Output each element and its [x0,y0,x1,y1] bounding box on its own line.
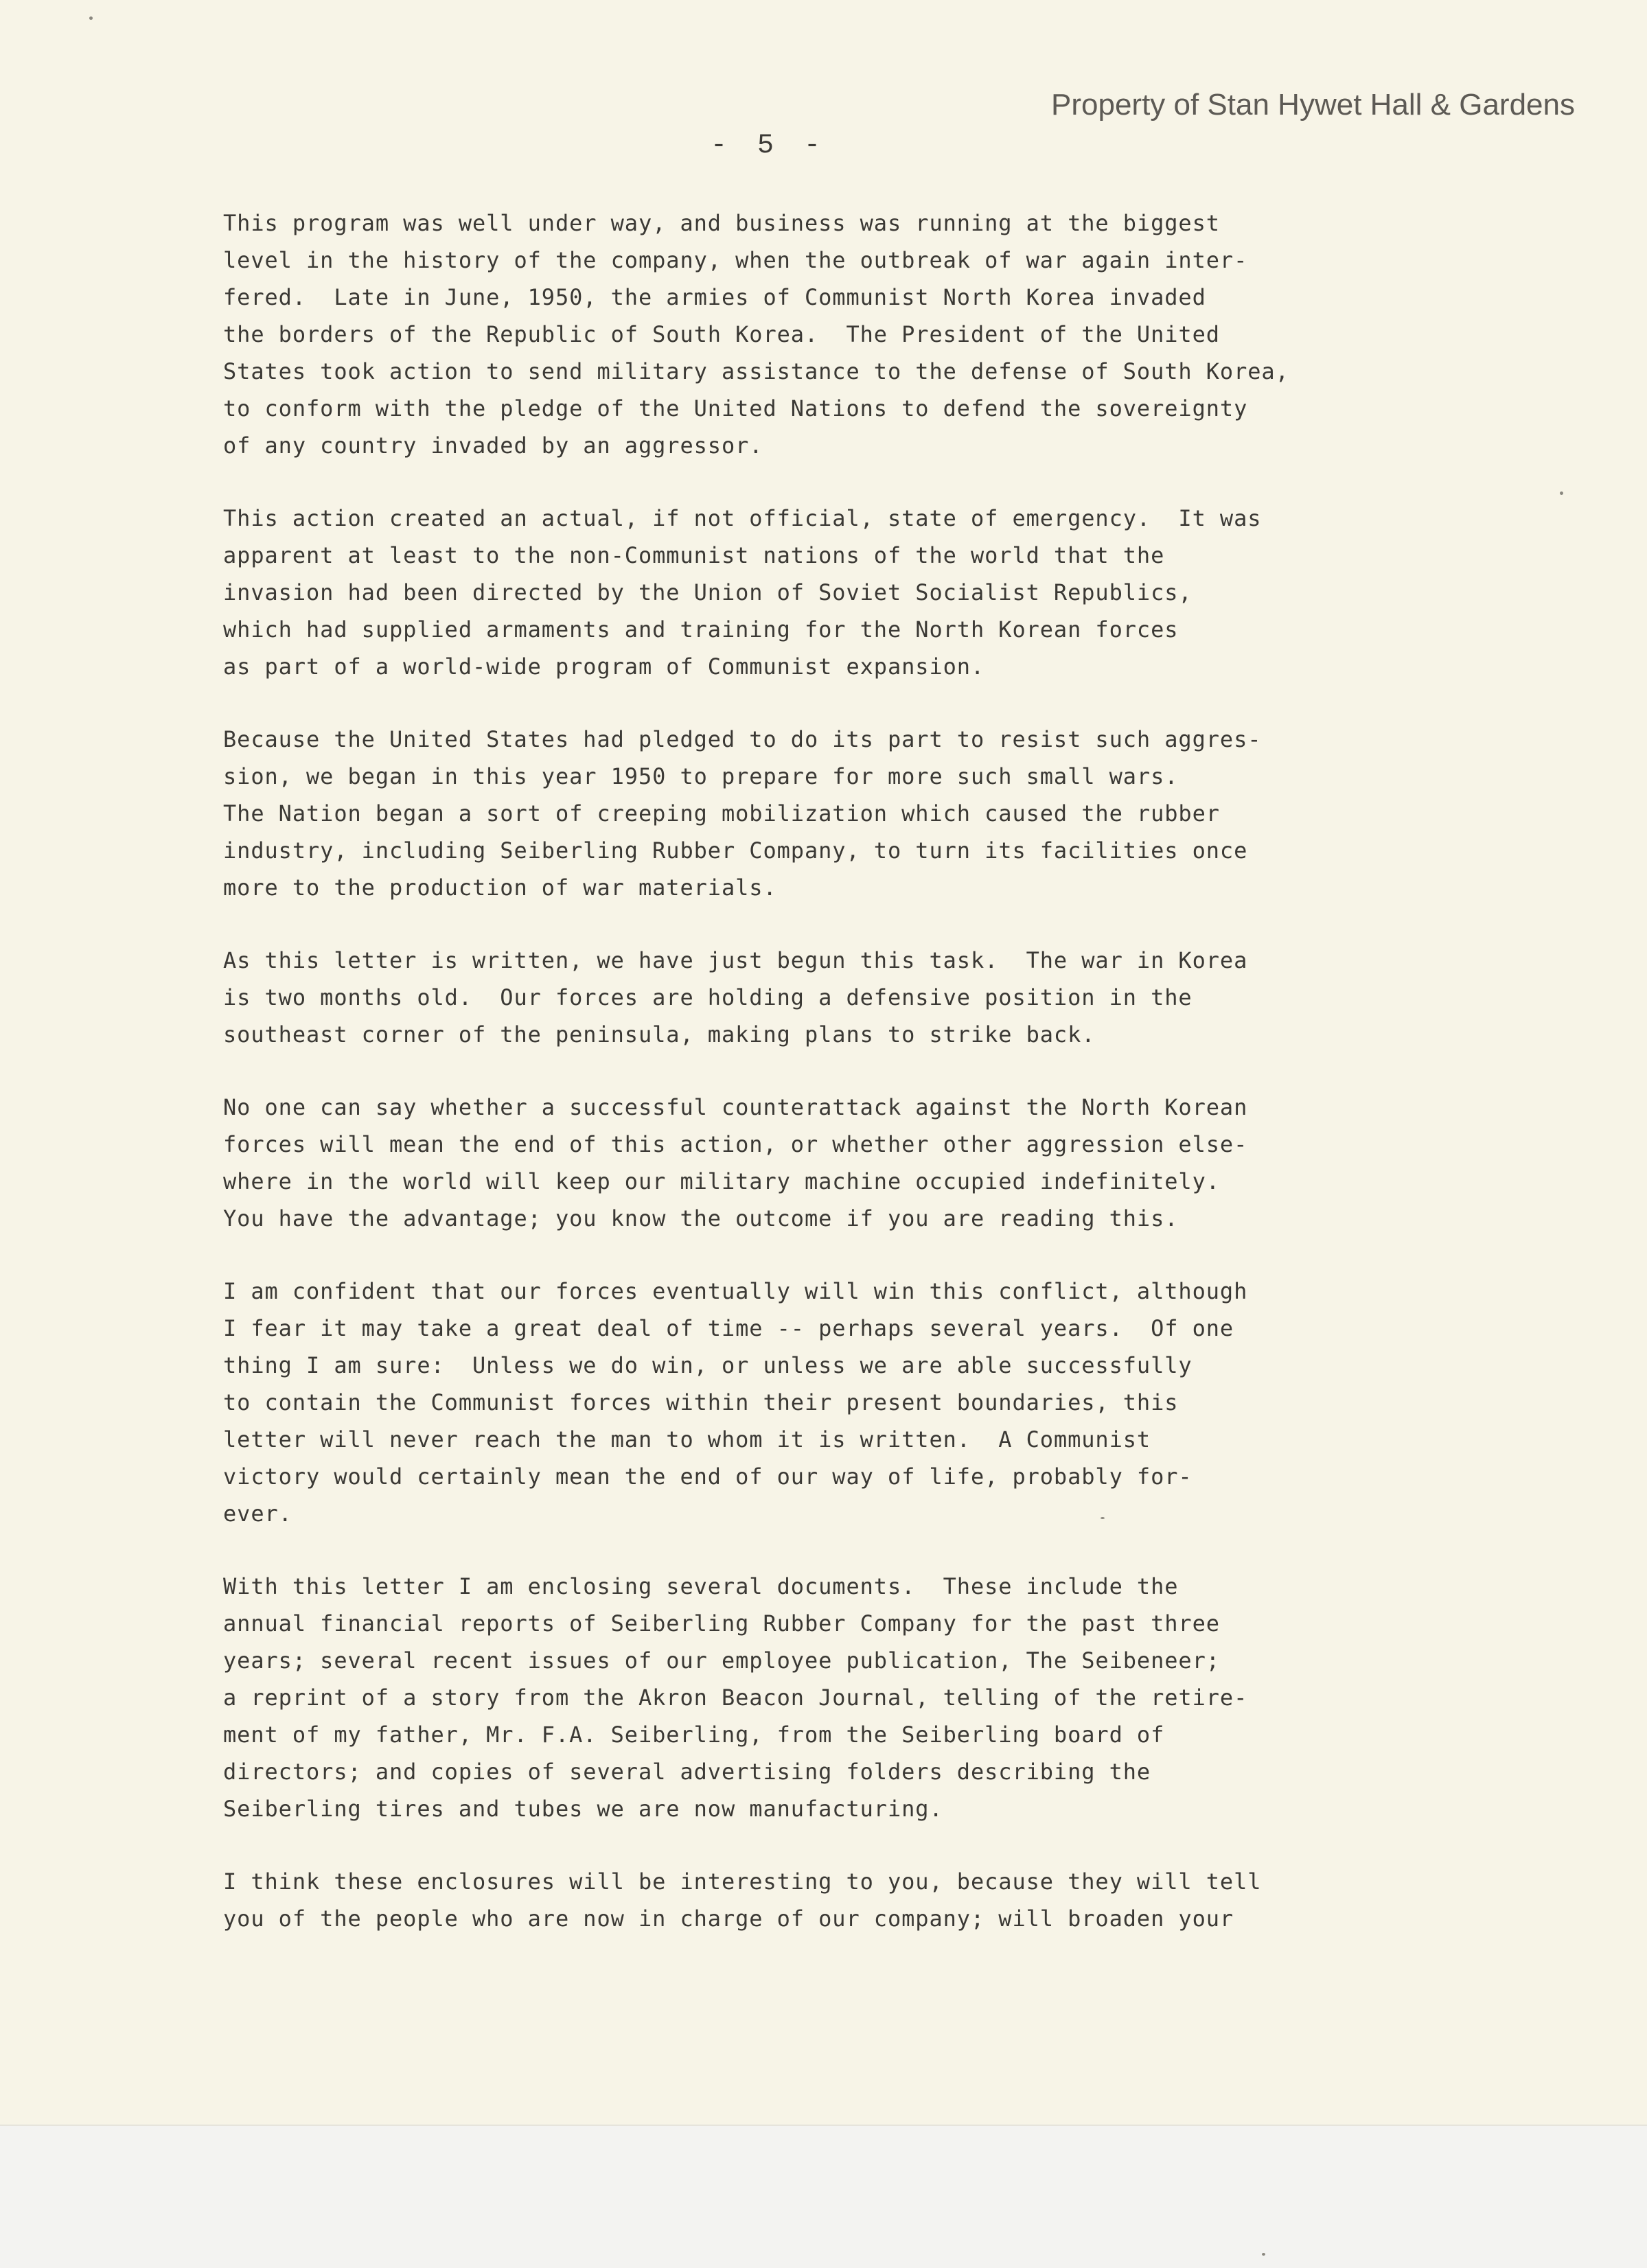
paper-speck [1101,1517,1105,1519]
paragraph [223,1089,1507,1237]
paragraph [223,1568,1507,1827]
text-line: directors; and copies of several advertising folders describing the [223,1759,1151,1785]
text-line: where in the world will keep our military machine occupied indefinitely. [223,1168,1220,1194]
text-line: This program was well under way, and business was running at the biggest [223,210,1220,236]
text-line: sion, we began in this year 1950 to prepare for more such small wars. [223,763,1179,789]
text-line: This action created an actual, if not official, state of emergency. It was [223,505,1262,531]
text-line: forces will mean the end of this action, or whether other aggression else- [223,1131,1248,1157]
text-line: to conform with the pledge of the United Nations to defend the sovereignty [223,395,1248,421]
text-line: years; several recent issues of our employee publication, The Seibeneer; [223,1647,1220,1674]
text-line: southeast corner of the peninsula, making plans to strike back. [223,1021,1096,1048]
text-line: as part of a world-wide program of Communist expansion. [223,653,985,680]
text-line: to contain the Communist forces within their present boundaries, this [223,1389,1179,1415]
text-line: As this letter is written, we have just begun this task. The war in Korea [223,947,1248,973]
text-line: I fear it may take a great deal of time -- perhaps several years. Of one [223,1315,1234,1341]
paragraph [223,205,1507,464]
text-line: a reprint of a story from the Akron Beacon Journal, telling of the retire- [223,1685,1248,1711]
text-line: Because the United States had pledged to do its part to resist such aggres- [223,726,1262,752]
text-line: of any country invaded by an aggressor. [223,432,763,459]
text-line: annual financial reports of Seiberling Rubber Company for the past three [223,1610,1220,1636]
text-line: The Nation began a sort of creeping mobilization which caused the rubber [223,800,1220,826]
text-line: apparent at least to the non-Communist nations of the world that the [223,542,1165,568]
text-line: you of the people who are now in charge of our company; will broaden your [223,1906,1234,1932]
paragraph [223,500,1507,685]
text-line: victory would certainly mean the end of our way of life, probably for- [223,1463,1193,1490]
text-line: With this letter I am enclosing several documents. These include the [223,1573,1179,1599]
text-line: is two months old. Our forces are holding a defensive position in the [223,984,1193,1010]
paragraph [223,942,1507,1053]
text-line: ever. [223,1501,292,1527]
paragraph [223,1273,1507,1532]
paragraph [223,1863,1507,1937]
text-line: invasion had been directed by the Union of Soviet Socialist Republics, [223,579,1193,605]
paper-speck [1262,2253,1265,2256]
text-line: States took action to send military assistance to the defense of South Korea, [223,358,1289,384]
letter-body [223,205,1507,1973]
paper-speck [1560,491,1563,495]
text-line: which had supplied armaments and training for the North Korean forces [223,616,1179,643]
text-line: I am confident that our forces eventually will win this conflict, although [223,1278,1248,1304]
text-line: letter will never reach the man to whom it is written. A Communist [223,1426,1151,1453]
watermark-text: Property of Stan Hywet Hall & Gardens [1051,88,1575,121]
text-line: ment of my father, Mr. F.A. Seiberling, from the Seiberling board of [223,1722,1165,1748]
text-line: more to the production of war materials. [223,875,777,901]
scan-background [0,2125,1647,2268]
text-line: the borders of the Republic of South Korea. The President of the United [223,321,1220,347]
text-line: No one can say whether a successful counterattack against the North Korean [223,1094,1248,1120]
text-line: I think these enclosures will be interesting to you, because they will tell [223,1868,1262,1895]
paper-speck [89,16,93,20]
text-line: You have the advantage; you know the outcome if you are reading this. [223,1205,1179,1231]
text-line: Seiberling tires and tubes we are now manufacturing. [223,1796,943,1822]
text-line: industry, including Seiberling Rubber Company, to turn its facilities once [223,837,1248,864]
text-line: level in the history of the company, when the outbreak of war again inter- [223,247,1248,273]
paragraph [223,721,1507,906]
text-line: thing I am sure: Unless we do win, or unless we are able successfully [223,1352,1193,1378]
text-line: fered. Late in June, 1950, the armies of Communist North Korea invaded [223,284,1206,310]
page-number: - 5 - [710,130,828,161]
